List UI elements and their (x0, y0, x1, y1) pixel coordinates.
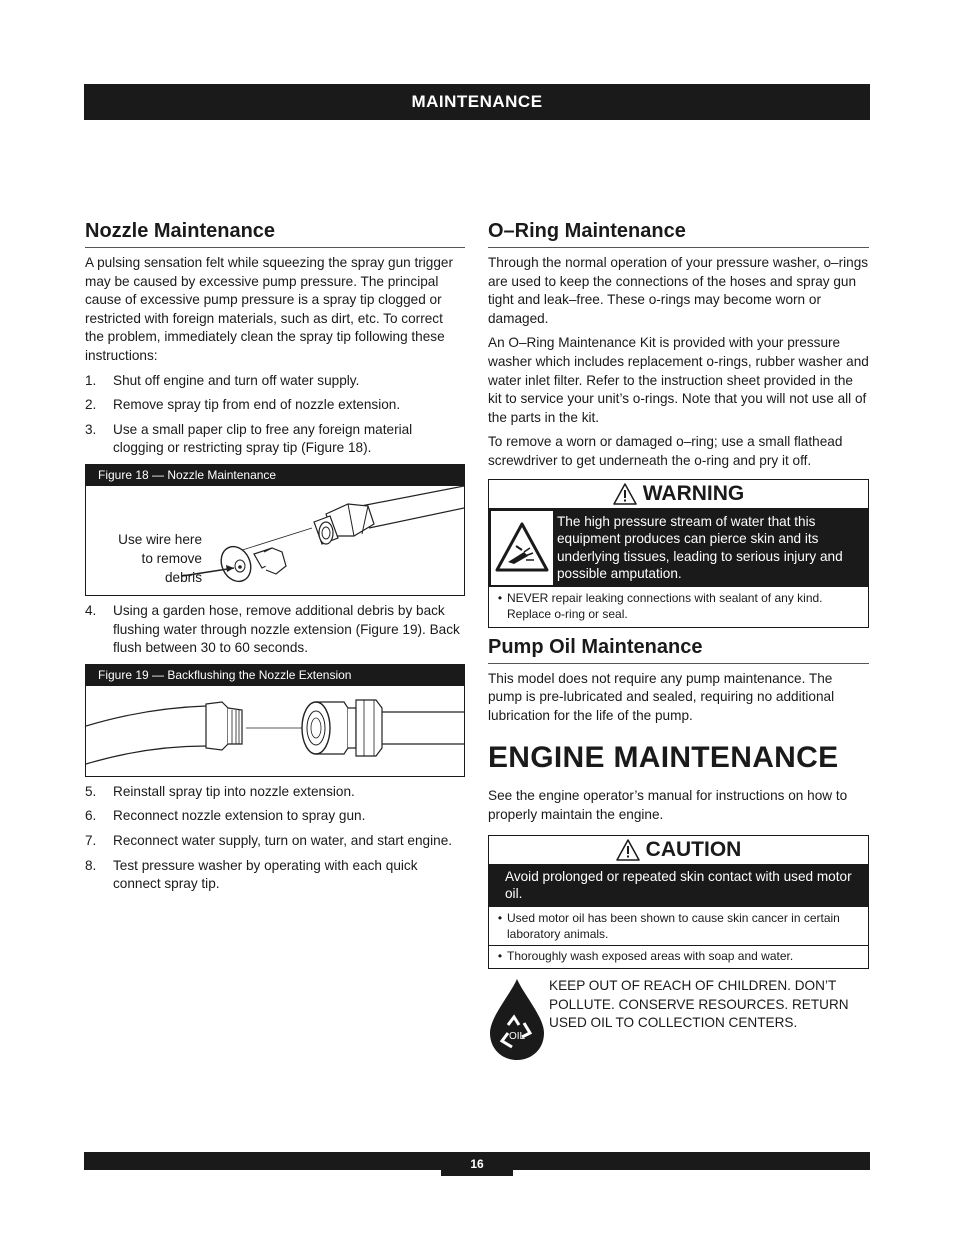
oring-paragraph-3: To remove a worn or damaged o–ring; use a small flathead screwdriver to get underneath the o-ring and pry it off. (488, 434, 843, 468)
section-header (84, 84, 870, 120)
figure-19-body (86, 686, 464, 776)
list-item: 8. Test pressure washer by operating with each quick connect spray tip. (85, 857, 418, 892)
figure-18-caption: Figure 18 — Nozzle Maintenance (86, 465, 464, 486)
list-item: 1. Shut off engine and turn off water supply. (85, 372, 360, 388)
list-item: • Used motor oil has been shown to cause skin cancer in certain laboratory animals. (497, 910, 840, 941)
list-item: • NEVER repair leaking connections with sealant of any kind. Replace o-ring or seal. (497, 590, 823, 622)
caution-title: CAUTION (645, 837, 742, 861)
engine-heading: ENGINE MAINTENANCE (488, 741, 839, 775)
list-item: 3. Use a small paper clip to free any foreign material clogging or restricting spray tip (Figure 18). (85, 421, 413, 456)
figure-18-body (86, 486, 464, 595)
figure-18-label: Use wire here to remove debris (118, 531, 202, 585)
warning-bullets (489, 587, 868, 627)
list-item: 6. Reconnect nozzle extension to spray gun. (85, 808, 366, 824)
list-item: 2. Remove spray tip from end of nozzle extension. (85, 397, 401, 413)
list-item: • Thoroughly wash exposed areas with soap and water. (497, 948, 794, 963)
caution-bullets (489, 907, 868, 945)
figure-19 (85, 664, 465, 777)
oil-recycle-icon (488, 977, 548, 1066)
pump-text: This model does not require any pump maintenance. The pump is pre-lubricated and sealed, requiring no additional lubrication for the life of the pump. (488, 670, 835, 723)
warning-text: The high pressure stream of water that this equipment produces can pierce skin and its underlying tissues, leading to serious injury and possible amputation. (557, 513, 843, 582)
right-column (488, 220, 869, 1066)
left-column (85, 220, 465, 900)
figure-18 (85, 464, 465, 596)
nozzle-steps-a (85, 372, 465, 458)
nozzle-steps-c (85, 783, 465, 894)
recycle-notice (488, 977, 869, 1066)
caution-box (488, 835, 869, 970)
oring-paragraph-2: An O–Ring Maintenance Kit is provided with your pressure washer which includes replacement o-rings, rubber washer and water inlet filter. Refer to the instruction sheet provided in the kit to service your unit’s o-rings. Note that you will not use all of the parts in the kit. (488, 335, 869, 425)
list-item: 4. Using a garden hose, remove additional debris by back flushing water through nozzle extension (Figure 19). Back flush between 30 to 60 seconds. (85, 602, 460, 656)
nozzle-intro: A pulsing sensation felt while squeezing the spray gun trigger may be caused by excessive pump pressure. The principal cause of excessive pump pressure is a spray tip clogged or restricted with foreign materials, such as dirt, etc. To correct the problem, immediately clean the spray tip following these instructions: (85, 255, 454, 363)
list-item: 7. Reconnect water supply, turn on water, and start engine. (85, 832, 453, 848)
high-pressure-hazard-icon (489, 509, 555, 587)
nozzle-steps-b (85, 602, 465, 658)
warning-header (489, 480, 868, 509)
recycle-text: KEEP OUT OF REACH OF CHILDREN. DON’T POLLUTE. CONSERVE RESOURCES. RETURN USED OIL TO COLLECTION CENTERS. (549, 978, 849, 1031)
pump-heading: Pump Oil Maintenance (488, 636, 869, 664)
section-header-title: MAINTENANCE (411, 92, 543, 111)
oring-paragraph-1: Through the normal operation of your pressure washer, o–rings are used to keep the connections of the hoses and spray gun tight and leak–free. These o-rings may become worn or damaged. (488, 255, 869, 326)
svg-text:OIL: OIL (508, 1031, 526, 1042)
warning-content (489, 509, 868, 587)
warning-box (488, 479, 869, 628)
caution-header (489, 836, 868, 865)
alert-triangle-icon (613, 483, 637, 505)
nozzle-heading: Nozzle Maintenance (85, 220, 465, 248)
list-item: 5. Reinstall spray tip into nozzle extension. (85, 783, 355, 799)
caution-bullets-2 (489, 946, 868, 969)
caution-text: Avoid prolonged or repeated skin contact with used motor oil. (489, 865, 868, 907)
oring-heading: O–Ring Maintenance (488, 220, 869, 248)
alert-triangle-icon (616, 839, 640, 861)
figure-19-caption: Figure 19 — Backflushing the Nozzle Extension (86, 665, 464, 686)
page-number: 16 (441, 1152, 513, 1176)
engine-text: See the engine operator’s manual for instructions on how to properly maintain the engine. (488, 788, 848, 822)
warning-title: WARNING (642, 481, 745, 505)
backflush-illustration (86, 686, 464, 776)
